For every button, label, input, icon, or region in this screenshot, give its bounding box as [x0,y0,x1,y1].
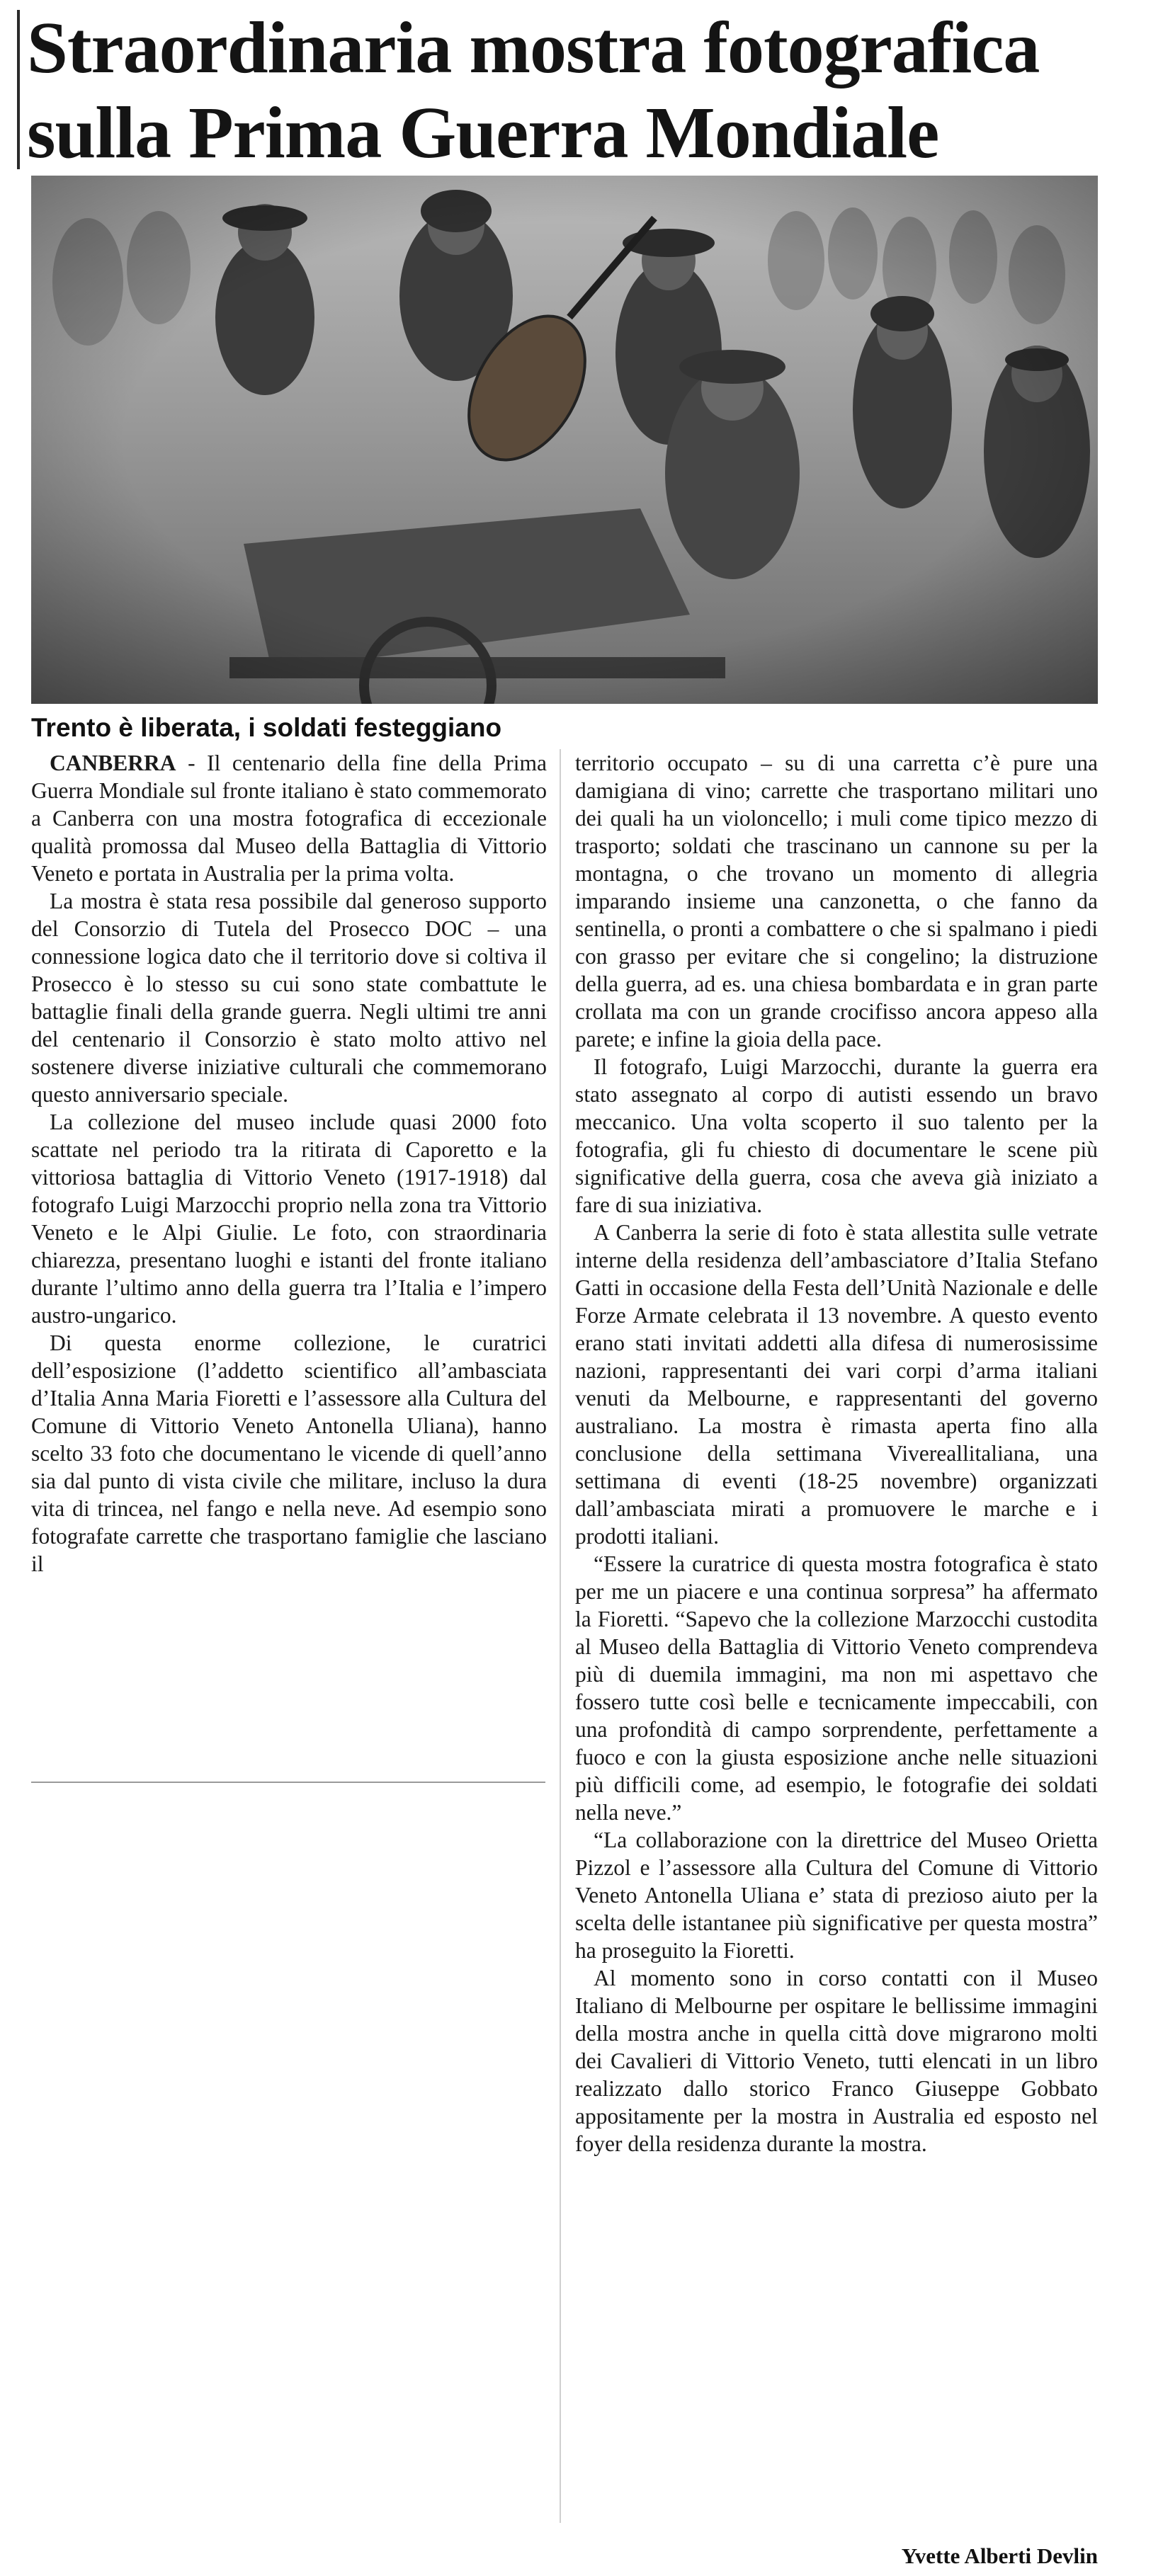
photo-caption: Trento è liberata, i soldati festeggiano [31,713,502,742]
article-paragraph [31,749,547,887]
article-column-left [31,749,547,1578]
soldiers-photo-illustration [31,176,1098,704]
column-end-rule [31,1782,545,1783]
article-photo [31,176,1098,704]
article-paragraph: “Essere la curatrice di questa mostra fotografica è stato per me un piacere e una continua sorpresa” ha affermato la Fioretti. “Sapevo che la collezione Marzocchi custodita al Museo della Battaglia di Vittorio Veneto comprendeva più di duemila immagini, ma non mi aspettavo che fossero tutte così belle e tecnicamente impeccabili, con una profondità di campo sorprendente, perfettamente a fuoco e con la giusta esposizione anche nelle situazioni più difficili come, ad esempio, le fotografie dei soldati nella neve.” [575,1551,1098,1825]
article-paragraph: La collezione del museo include quasi 2000 foto scattate nel periodo tra la ritirata di Caporetto e la vittoriosa battaglia di Vittorio Veneto (1917-1918) dal fotografo Luigi Marzocchi proprio nella zona tra Vittorio Veneto e le Alpi Giulie. Le foto, con straordinaria chiarezza, presentano luoghi e istanti del fronte italiano durante l’ultimo anno della guerra tra l’Italia e l’impero austro-ungarico. [31,1110,547,1328]
article-paragraph: Il fotografo, Luigi Marzocchi, durante la guerra era stato assegnato al corpo di autisti essendo un bravo meccanico. Una volta scoperto il suo talento per la fotografia, gli fu chiesto di documentare le scene più significative della guerra, cosa che aveva già iniziato a fare di sua iniziativa. [575,1054,1098,1217]
article-paragraph: Di questa enorme collezione, le curatrici dell’esposizione (l’addetto scientifico all’ambasciata d’Italia Anna Maria Fioretti e l’assessore alla Cultura del Comune di Vittorio Veneto Antonella Uliana), hanno scelto 33 foto che documentano le vicende di quell’anno sia dal punto di vista civile che militare, incluso la dura vita di trincea, nel fango e nella neve. Ad esempio sono fotografate carrette che trasportano famiglie che lasciano il [31,1330,547,1576]
article-paragraph: Al momento sono in corso contatti con il Museo Italiano di Melbourne per ospitare le bellissime immagini della mostra anche in quella città dove migrarono molti dei Cavalieri di Vittorio Veneto, tutti elencati in un libro realizzato dallo storico Franco Giuseppe Gobbato appositamente per la mostra in Australia ed esposto nel foyer della residenza durante la mostra. [575,1966,1098,2156]
paragraph-text: - Il centenario della fine della Prima Guerra Mondiale sul fronte italiano è stato commemorato a Canberra con una mostra fotografica di eccezionale qualità promossa dal Museo della Battaglia di Vittorio Veneto e portata in Australia per la prima volta. [31,751,547,886]
author-byline: Yvette Alberti Devlin [901,2543,1098,2568]
article-column-right [575,749,1098,2158]
article-headline: Straordinaria mostra fotografica sulla Prima Guerra Mondiale [27,7,1040,173]
dateline: CANBERRA [50,751,176,775]
article-paragraph: “La collaborazione con la direttrice del Museo Orietta Pizzol e l’assessore alla Cultura del Comune di Vittorio Veneto Antonella Uliana e’ stata di prezioso aiuto per la scelta delle istantanee più significative per questa mostra” ha proseguito la Fioretti. [575,1828,1098,1963]
article-paragraph: territorio occupato – su di una carretta c’è pure una damigiana di vino; carrette che trasportano militari uno dei quali ha un violoncello; i muli come tipico mezzo di trasporto; soldati che trascinano un cannone su per la montagna, o che trovano un momento di allegria imparando insieme una canzonetta, o che fanno da sentinella, o pronti a combattere o che si spalmano i piedi con grasso per evitare che si congelino; la distruzione della guerra, ad es. una chiesa bombardata e in gran parte crollata ma con un grande crocifisso ancora appeso alla parete; e infine la gioia della pace. [575,751,1098,1052]
column-divider [560,749,561,2523]
article-paragraph: La mostra è stata resa possibile dal generoso supporto del Consorzio di Tutela del Prosecco DOC – una connessione logica dato che il territorio dove si coltiva il Prosecco è lo stesso su cui sono state combattute le battaglie finali della grande guerra. Negli ultimi tre anni del centenario il Consorzio è stato molto attivo nel sostenere diverse iniziative culturali che commemorano questo anniversario speciale. [31,889,547,1107]
article-paragraph: A Canberra la serie di foto è stata allestita sulle vetrate interne della residenza dell’ambasciatore d’Italia Stefano Gatti in occasione della Festa dell’Unità Nazionale e delle Forze Armate celebrata il 13 novembre. A questo evento erano stati invitati addetti alla difesa di numerosissime nazioni, rappresentanti dei vari corpi d’arma italiani venuti da Melbourne, e rappresentanti del governo australiano. La mostra è rimasta aperta fino alla conclusione della settimana Vivereallitaliana, una settimana di eventi (18-25 novembre) organizzati dall’ambasciata mirati a promuovere le marche e i prodotti italiani. [575,1220,1098,1549]
headline-rule [17,10,20,169]
